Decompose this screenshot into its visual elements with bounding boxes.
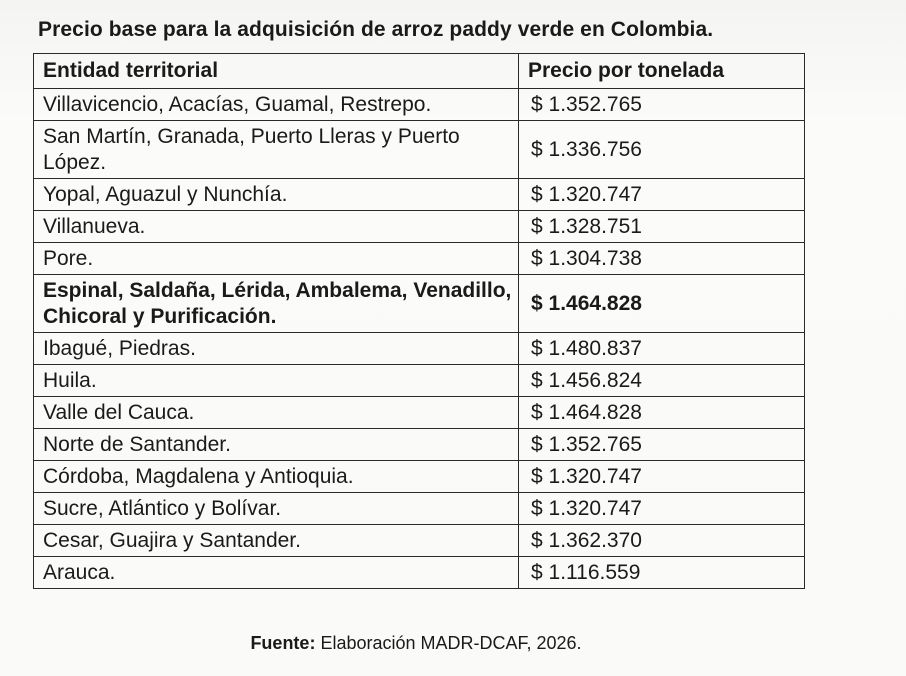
price-cell: $ 1.456.824 <box>519 365 805 397</box>
entity-cell: Cesar, Guajira y Santander. <box>34 525 519 557</box>
price-cell: $ 1.304.738 <box>519 243 805 275</box>
price-cell: $ 1.320.747 <box>519 179 805 211</box>
table-title: Precio base para la adquisición de arroz paddy verde en Colombia. <box>38 18 714 41</box>
table-row <box>34 179 805 211</box>
entity-cell: Sucre, Atlántico y Bolívar. <box>34 493 519 525</box>
table-row-highlighted <box>34 275 805 333</box>
entity-cell: Villanueva. <box>34 211 519 243</box>
table-row <box>34 397 805 429</box>
table-row <box>34 243 805 275</box>
entity-cell: Espinal, Saldaña, Lérida, Ambalema, Venadillo, Chicoral y Purificación. <box>34 275 519 333</box>
entity-cell: Arauca. <box>34 557 519 589</box>
source-text: Elaboración MADR-DCAF, 2026. <box>315 633 582 653</box>
column-header-entity: Entidad territorial <box>34 54 519 89</box>
entity-cell: Villavicencio, Acacías, Guamal, Restrepo. <box>34 89 519 121</box>
entity-cell: Norte de Santander. <box>34 429 519 461</box>
entity-cell: San Martín, Granada, Puerto Lleras y Puerto López. <box>34 121 519 179</box>
entity-cell: Yopal, Aguazul y Nunchía. <box>34 179 519 211</box>
price-cell: $ 1.320.747 <box>519 461 805 493</box>
price-cell: $ 1.352.765 <box>519 89 805 121</box>
table-row <box>34 525 805 557</box>
table-row <box>34 429 805 461</box>
entity-cell: Valle del Cauca. <box>34 397 519 429</box>
table-row <box>34 365 805 397</box>
table-row <box>34 461 805 493</box>
price-cell: $ 1.320.747 <box>519 493 805 525</box>
price-cell: $ 1.328.751 <box>519 211 805 243</box>
table-row <box>34 493 805 525</box>
price-cell: $ 1.480.837 <box>519 333 805 365</box>
source-note <box>0 633 832 654</box>
table-header-row <box>34 54 805 89</box>
table-row <box>34 89 805 121</box>
price-cell: $ 1.336.756 <box>519 121 805 179</box>
entity-cell: Pore. <box>34 243 519 275</box>
entity-cell: Huila. <box>34 365 519 397</box>
entity-cell: Córdoba, Magdalena y Antioquia. <box>34 461 519 493</box>
table-row <box>34 211 805 243</box>
price-table <box>33 53 805 589</box>
price-cell: $ 1.464.828 <box>519 397 805 429</box>
table-row <box>34 333 805 365</box>
price-cell: $ 1.464.828 <box>519 275 805 333</box>
entity-cell: Ibagué, Piedras. <box>34 333 519 365</box>
source-label: Fuente: <box>250 633 316 653</box>
table-row <box>34 121 805 179</box>
column-header-price: Precio por tonelada <box>519 54 805 89</box>
price-cell: $ 1.352.765 <box>519 429 805 461</box>
price-cell: $ 1.116.559 <box>519 557 805 589</box>
table-row <box>34 557 805 589</box>
price-cell: $ 1.362.370 <box>519 525 805 557</box>
